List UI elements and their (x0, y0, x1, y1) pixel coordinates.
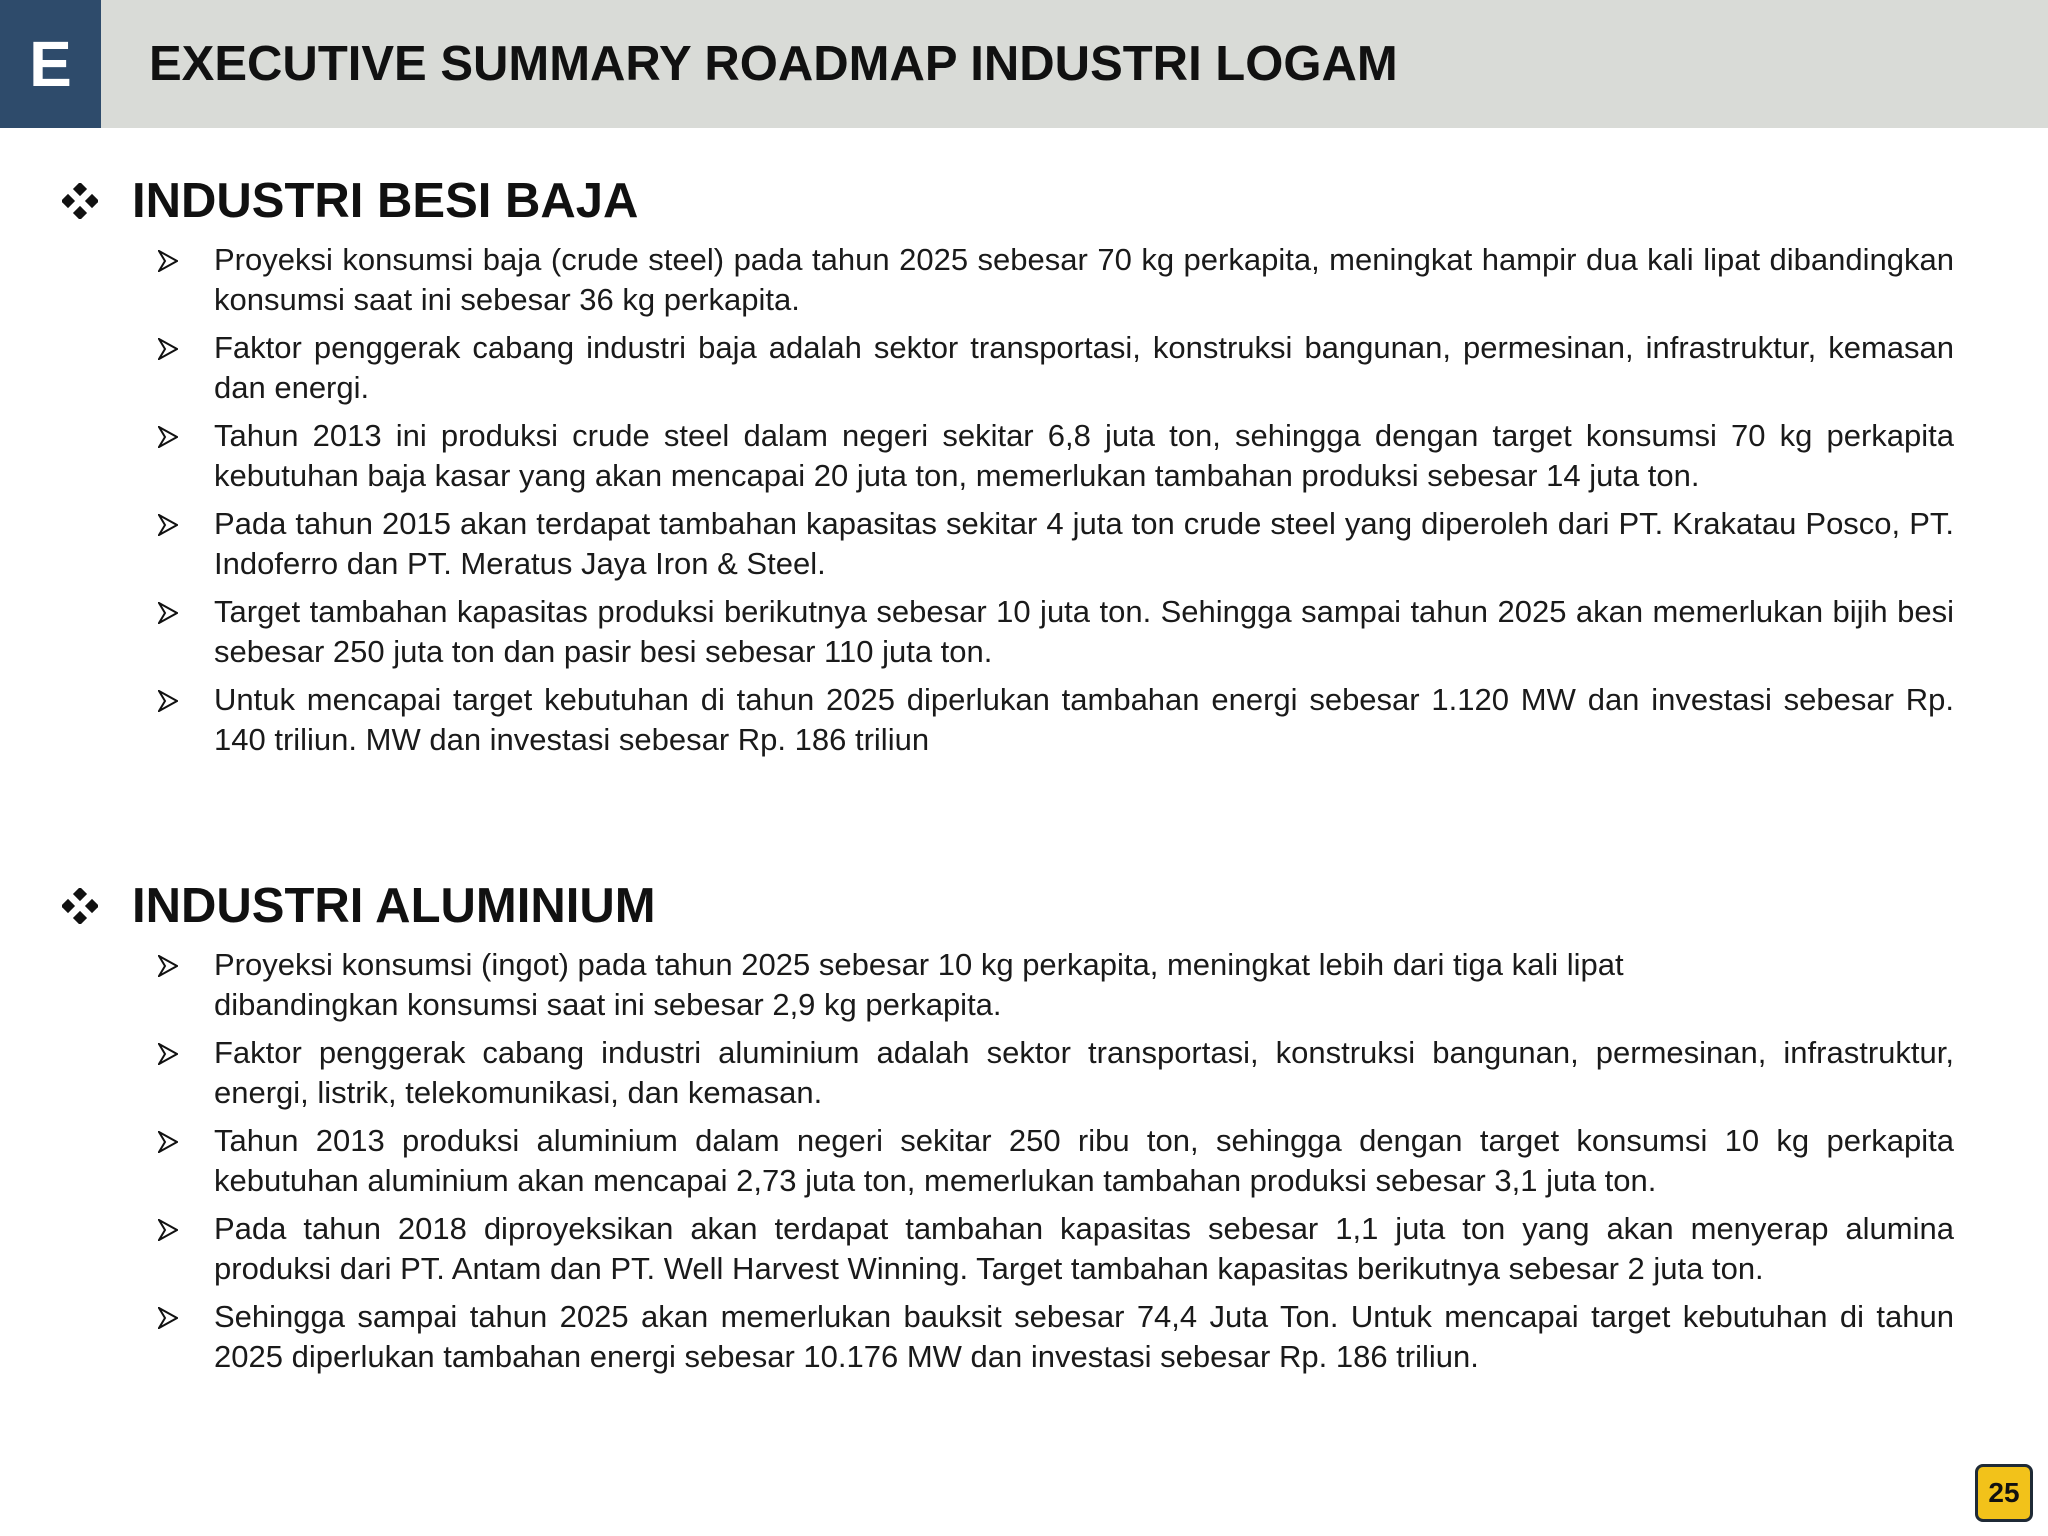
arrow-bullet-icon (158, 426, 178, 448)
arrow-bullet-icon (158, 690, 178, 712)
bullet-text: Faktor penggerak cabang industri aluminium adalah sektor transportasi, konstruksi bangunan, permesinan, infrastruktur, energi, listrik, telekomunikasi, dan kemasan. (214, 1035, 1954, 1110)
diamond-bullet-icon (62, 888, 98, 924)
bullet-text: Tahun 2013 produksi aluminium dalam negeri sekitar 250 ribu ton, sehingga dengan target konsumsi 10 kg perkapita kebutuhan aluminium akan mencapai 2,73 juta ton, memerlukan tambahan produksi sebesar 3,1 juta ton. (214, 1123, 1954, 1198)
section-title: INDUSTRI BESI BAJA (132, 174, 639, 228)
arrow-bullet-icon (158, 955, 178, 977)
arrow-bullet-icon (158, 1219, 178, 1241)
page-title: EXECUTIVE SUMMARY ROADMAP INDUSTRI LOGAM (149, 37, 1398, 91)
bullet-text: Sehingga sampai tahun 2025 akan memerlukan bauksit sebesar 74,4 Juta Ton. Untuk mencapai target kebutuhan di tahun 2025 diperlukan tambahan energi sebesar 10.176 MW dan investasi sebesar Rp. 186 triliun. (214, 1299, 1954, 1374)
list-item (0, 1033, 2048, 1113)
bullet-text: Pada tahun 2018 diproyeksikan akan terdapat tambahan kapasitas sebesar 1,1 juta ton yang akan menyerap alumina produksi dari PT. Antam dan PT. Well Harvest Winning. Target tambahan kapasitas berikutnya sebesar 2 juta ton. (214, 1211, 1954, 1286)
list-item (0, 416, 2048, 496)
list-item (0, 1209, 2048, 1289)
arrow-bullet-icon (158, 1043, 178, 1065)
list-item (0, 1297, 2048, 1377)
arrow-bullet-icon (158, 1131, 178, 1153)
arrow-bullet-icon (158, 1307, 178, 1329)
page-number-badge: 25 (1975, 1464, 2033, 1522)
bullet-text: Tahun 2013 ini produksi crude steel dalam negeri sekitar 6,8 juta ton, sehingga dengan target konsumsi 70 kg perkapita kebutuhan baja kasar yang akan mencapai 20 juta ton, memerlukan tambahan produksi sebesar 14 juta ton. (214, 418, 1954, 493)
list-item (0, 680, 2048, 760)
section-title: INDUSTRI ALUMINIUM (132, 879, 656, 933)
bullet-text: Pada tahun 2015 akan terdapat tambahan kapasitas sekitar 4 juta ton crude steel yang diperoleh dari PT. Krakatau Posco, PT. Indoferro dan PT. Meratus Jaya Iron & Steel. (214, 506, 1954, 581)
section-heading (62, 873, 656, 939)
arrow-bullet-icon (158, 514, 178, 536)
bullet-text: Faktor penggerak cabang industri baja adalah sektor transportasi, konstruksi bangunan, permesinan, infrastruktur, kemasan dan energi. (214, 330, 1954, 405)
bullet-text: Proyeksi konsumsi (ingot) pada tahun 2025 sebesar 10 kg perkapita, meningkat lebih dari tiga kali lipat dibandingkan konsumsi saat ini sebesar 2,9 kg perkapita. (214, 947, 1624, 1022)
section-letter-tab: E (0, 0, 101, 128)
list-item (0, 1121, 2048, 1201)
list-item (0, 945, 2048, 1025)
list-item (0, 592, 2048, 672)
arrow-bullet-icon (158, 338, 178, 360)
bullet-text: Proyeksi konsumsi baja (crude steel) pada tahun 2025 sebesar 70 kg perkapita, meningkat hampir dua kali lipat dibandingkan konsumsi saat ini sebesar 36 kg perkapita. (214, 242, 1954, 317)
bullet-text: Untuk mencapai target kebutuhan di tahun 2025 diperlukan tambahan energi sebesar 1.120 MW dan investasi sebesar Rp. 140 triliun. MW dan investasi sebesar Rp. 186 triliun (214, 682, 1954, 757)
bullet-list (0, 945, 2048, 1385)
section-heading (62, 168, 638, 234)
diamond-bullet-icon (62, 183, 98, 219)
bullet-text: Target tambahan kapasitas produksi berikutnya sebesar 10 juta ton. Sehingga sampai tahun 2025 akan memerlukan bijih besi sebesar 250 juta ton dan pasir besi sebesar 110 juta ton. (214, 594, 1954, 669)
list-item (0, 504, 2048, 584)
arrow-bullet-icon (158, 602, 178, 624)
list-item (0, 328, 2048, 408)
bullet-list (0, 240, 2048, 768)
list-item (0, 240, 2048, 320)
header-bar (0, 0, 2048, 128)
arrow-bullet-icon (158, 250, 178, 272)
